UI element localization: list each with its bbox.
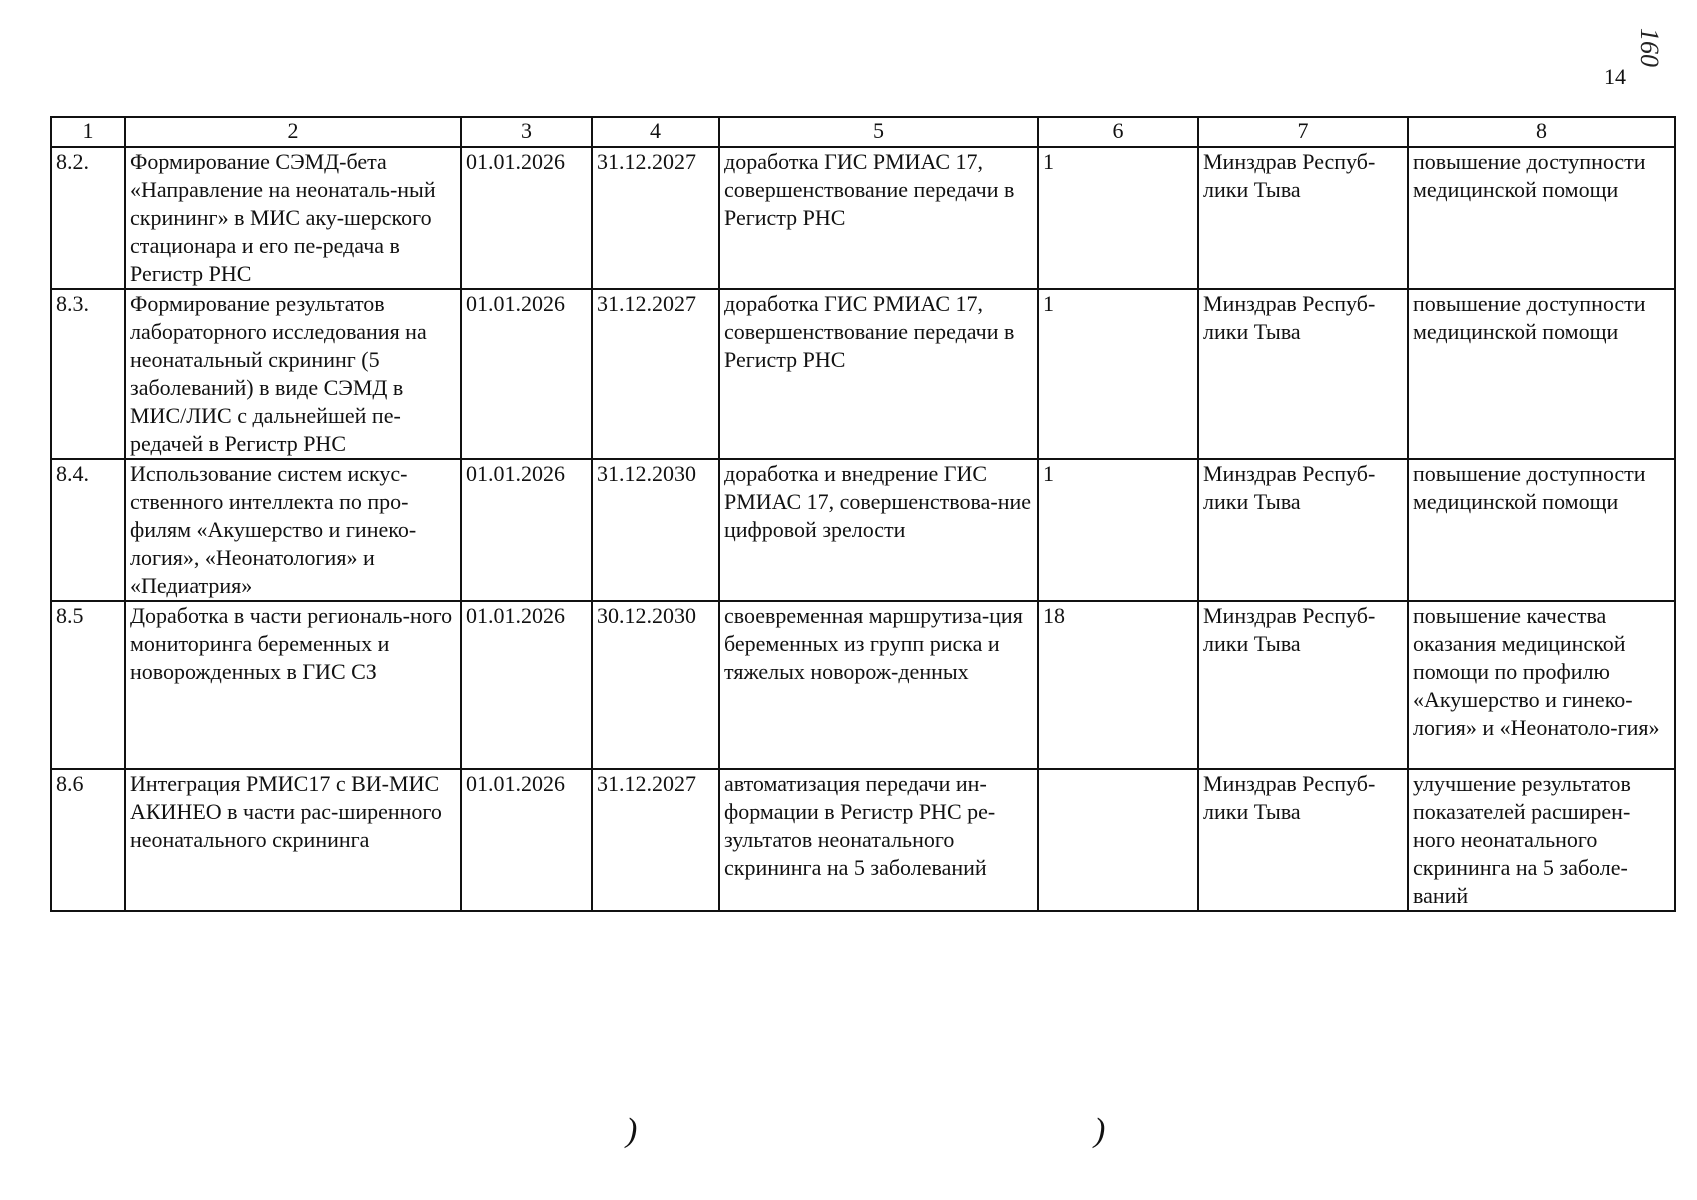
table-row [51,147,1675,289]
action-description: доработка и внедрение ГИС РМИАС 17, совершенствова-ние цифровой зрелости [719,459,1038,601]
executor: Минздрав Респуб-лики Тыва [1198,601,1408,769]
expected-result: улучшение результатов показателей расширен-ного неонатального скрининга на 5 заболе-ваний [1408,769,1675,911]
quantity: 1 [1038,147,1198,289]
measure-name: Использование систем искус-ственного интеллекта по про-филям «Акушерство и гинеко-логия», «Неонатология» и «Педиатрия» [125,459,461,601]
expected-result: повышение доступности медицинской помощи [1408,459,1675,601]
expected-result: повышение качества оказания медицинской помощи по профилю «Акушерство и гинеко-логия» и «Неонатоло-гия» [1408,601,1675,769]
column-header-6: 6 [1038,117,1198,147]
executor: Минздрав Респуб-лики Тыва [1198,289,1408,459]
end-date: 31.12.2030 [592,459,719,601]
executor: Минздрав Респуб-лики Тыва [1198,459,1408,601]
column-header-2: 2 [125,117,461,147]
table-row [51,459,1675,601]
measure-name: Формирование СЭМД-бета «Направление на неонаталь-ный скрининг» в МИС аку-шерского стационара и его пе-редача в Регистр РНС [125,147,461,289]
page-number: 14 [1604,64,1626,89]
end-date: 30.12.2030 [592,601,719,769]
expected-result: повышение доступности медицинской помощи [1408,289,1675,459]
measure-name: Интеграция РМИС17 с ВИ-МИС АКИНЕО в части рас-ширенного неонатального скрининга [125,769,461,911]
footer-mark-right: ) [1094,1112,1106,1149]
end-date: 31.12.2027 [592,289,719,459]
column-header-7: 7 [1198,117,1408,147]
action-description: доработка ГИС РМИАС 17, совершенствование передачи в Регистр РНС [719,147,1038,289]
action-description: своевременная маршрутиза-ция беременных из групп риска и тяжелых новорож-денных [719,601,1038,769]
measures-table [50,116,1676,912]
table-header-row [51,117,1675,147]
measure-name: Доработка в части региональ-ного мониторинга беременных и новорожденных в ГИС СЗ [125,601,461,769]
quantity [1038,769,1198,911]
measure-name: Формирование результатов лабораторного исследования на неонатальный скрининг (5 заболеваний) в виде СЭМД в МИС/ЛИС с дальнейшей пе-редачей в Регистр РНС [125,289,461,459]
row-number: 8.6 [51,769,125,911]
row-number: 8.5 [51,601,125,769]
handwritten-page-mark: 160 [1635,28,1664,67]
table-row [51,289,1675,459]
row-number: 8.2. [51,147,125,289]
start-date: 01.01.2026 [461,147,592,289]
column-header-4: 4 [592,117,719,147]
column-header-5: 5 [719,117,1038,147]
table-row [51,601,1675,769]
column-header-8: 8 [1408,117,1675,147]
quantity: 1 [1038,289,1198,459]
action-description: автоматизация передачи ин-формации в Регистр РНС ре-зультатов неонатального скрининга на 5 заболеваний [719,769,1038,911]
start-date: 01.01.2026 [461,601,592,769]
end-date: 31.12.2027 [592,147,719,289]
row-number: 8.4. [51,459,125,601]
executor: Минздрав Респуб-лики Тыва [1198,769,1408,911]
end-date: 31.12.2027 [592,769,719,911]
executor: Минздрав Респуб-лики Тыва [1198,147,1408,289]
action-description: доработка ГИС РМИАС 17, совершенствование передачи в Регистр РНС [719,289,1038,459]
start-date: 01.01.2026 [461,289,592,459]
footer-mark-left: ) [626,1112,638,1149]
start-date: 01.01.2026 [461,769,592,911]
column-header-3: 3 [461,117,592,147]
start-date: 01.01.2026 [461,459,592,601]
quantity: 1 [1038,459,1198,601]
table-row [51,769,1675,911]
row-number: 8.3. [51,289,125,459]
expected-result: повышение доступности медицинской помощи [1408,147,1675,289]
column-header-1: 1 [51,117,125,147]
quantity: 18 [1038,601,1198,769]
